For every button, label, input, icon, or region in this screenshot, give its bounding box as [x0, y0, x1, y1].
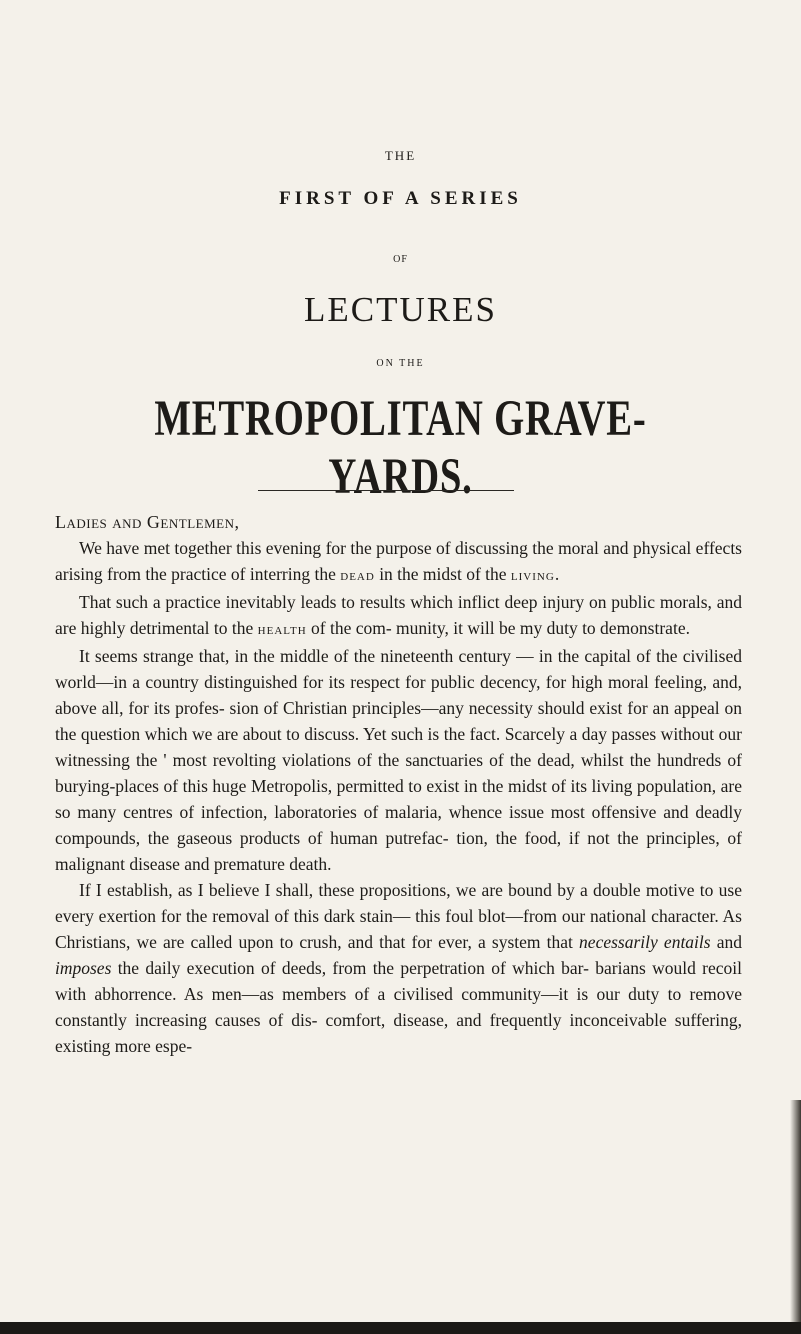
paragraph-1	[55, 535, 742, 589]
title-of: OF	[393, 254, 408, 265]
title-on-the: ON THE	[376, 358, 425, 369]
p4-text-d: the daily execution of deeds, from the perpetration of which bar- barians would recoil with abhorrence. As men—as members of a civilised community—it is our duty to remove constantly increasing causes of dis- comfort, disease, and frequently inconceivable suffering, existing more espe-	[55, 958, 742, 1056]
paragraph-4	[55, 877, 742, 1059]
title-first-of-a-series: FIRST OF A SERIES	[279, 188, 522, 209]
page-edge-shadow	[790, 1100, 801, 1334]
p2-text-a: That such a practice inevitably leads to results which inflict deep injury on public morals, and are highly detrimental to the	[55, 592, 742, 638]
p4-text-a: If I establish, as I believe I shall, these propositions, we are bound by a double motive to use every exertion for the removal of this dark stain— this foul blot—from our national character. As Christians, we are called upon to crush, and that for ever, a system that	[55, 880, 742, 952]
title-the: THE	[384, 148, 417, 163]
title-metropolitan-grave-yards: METROPOLITAN GRAVE-YARDS.	[154, 391, 647, 505]
p4-entails: entails	[663, 932, 711, 952]
lecture-body	[55, 509, 742, 1059]
p2-text-b: of the com- munity, it will be my duty to demonstrate.	[306, 618, 690, 638]
p1-text-c: .	[554, 564, 560, 584]
salutation: Ladies and Gentlemen,	[55, 512, 240, 532]
p2-health: health	[257, 622, 307, 638]
p1-living: living	[510, 568, 555, 584]
title-lectures: LECTURES	[304, 290, 497, 329]
page-bottom-edge	[0, 1322, 801, 1334]
title-divider	[258, 490, 514, 491]
p1-text-a: We have met together this evening for the purpose of discussing the moral and physical effects arising from the practice of interring the	[55, 538, 742, 584]
paragraph-2	[55, 589, 742, 643]
paragraph-3: It seems strange that, in the middle of the nineteenth century — in the capital of the civilised world—in a country distinguished for its respect for public decency, for high moral feeling, and, above all, for its profes- sion of Christian principles—any necessity should exist for an appeal on the question which we are about to discuss. Yet such is the fact. Scarcely a day passes without our witnessing the ' most revolting violations of the sanctuaries of the dead, whilst the hundreds of burying-places of this huge Metropolis, permitted to exist in the midst of its living population, are so many centres of infection, laboratories of malaria, whence issue most offensive and deadly compounds, the gaseous products of human putrefac- tion, the food, if not the principles, of malignant disease and premature death.	[55, 646, 742, 874]
p4-text-c: and	[710, 932, 742, 952]
p1-dead: dead	[340, 568, 375, 584]
p4-necessarily: necessarily	[579, 932, 658, 952]
p1-text-b: in the midst of the	[374, 564, 511, 584]
p4-imposes: imposes	[55, 958, 112, 978]
